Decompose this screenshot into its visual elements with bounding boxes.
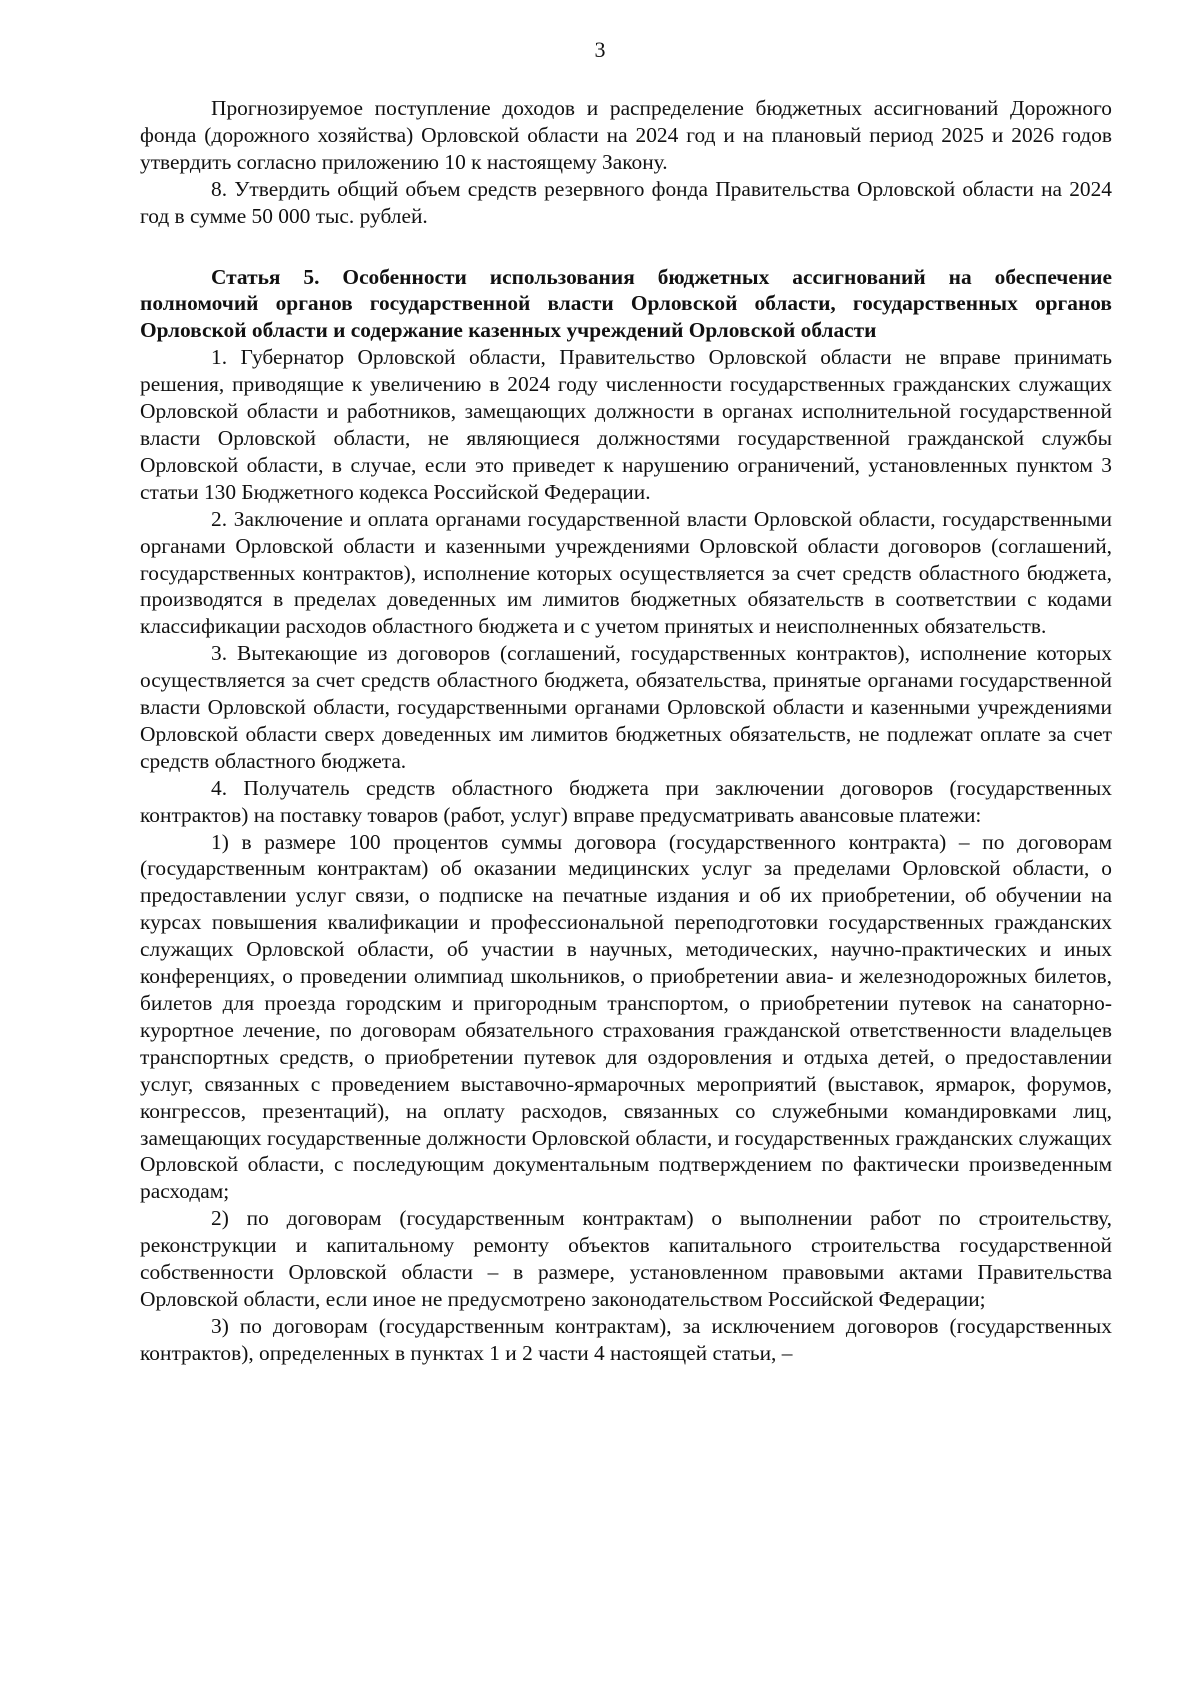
paragraph-item-8: 8. Утвердить общий объем средств резервного фонда Правительства Орловской области на 2024 год в сумме 50 000 тыс. рублей. (140, 176, 1112, 228)
paragraph-dorozhny-fond: Прогнозируемое поступление доходов и распределение бюджетных ассигнований Дорожного фонда (дорожного хозяйства) Орловской области на 2024 год и на плановый период 2025 и 2026 годов утвердить согласно приложению 10 к настоящему Закону. (140, 96, 1112, 174)
article-5-item-2: 2. Заключение и оплата органами государственной власти Орловской области, государственными органами Орловской области и казенными учреждениями Орловской области договоров (соглашений, государственных контрактов), исполнение которых осуществляется за счет средств областного бюджета, производятся в пределах доведенных им лимитов бюджетных обязательств в соответствии с кодами классификации расходов областного бюджета и с учетом принятых и неисполненных обязательств. (140, 506, 1112, 639)
article-5-item-1: 1. Губернатор Орловской области, Правительство Орловской области не вправе принимать решения, приводящие к увеличению в 2024 году численности государственных гражданских служащих Орловской области и работников, замещающих должности в органах исполнительной государственной власти Орловской области, не являющиеся должностями государственной гражданской службы Орловской области, в случае, если это приведет к нарушению ограничений, установленных пунктом 3 статьи 130 Бюджетного кодекса Российской Федерации. (140, 345, 1112, 504)
article-5-item-4-subitem-3: 3) по договорам (государственным контрактам), за исключением договоров (государственных контрактов), определенных в пунктах 1 и 2 части 4 настоящей статьи, – (140, 1313, 1112, 1365)
article-5-heading: Статья 5. Особенности использования бюджетных ассигнований на обеспечение полномочий органов государственной власти Орловской области, государственных органов Орловской области и содержание казенных учреждений Орловской области (140, 264, 1112, 343)
article-5-item-4-subitem-1: 1) в размере 100 процентов суммы договора (государственного контракта) – по договорам (государственным контрактам) об оказании медицинских услуг за пределами Орловской области, о предоставлении услуг связи, о подписке на печатные издания и об их приобретении, об обучении на курсах повышения квалификации и профессиональной переподготовки государственных гражданских служащих Орловской области, об участии в научных, методических, научно-практических и иных конференциях, о проведении олимпиад школьников, о приобретении авиа- и железнодорожных билетов, билетов для проезда городским и пригородным транспортом, о приобретении путевок на санаторно-курортное лечение, по договорам обязательного страхования гражданской ответственности владельцев транспортных средств, о приобретении путевок для оздоровления и отдыха детей, о предоставлении услуг, связанных с проведением выставочно-ярмарочных мероприятий (выставок, ярмарок, форумов, конгрессов, презентаций), на оплату расходов, связанных со служебными командировками лиц, замещающих государственные должности Орловской области, и государственных гражданских служащих Орловской области, с последующим документальным подтверждением по фактически произведенным расходам; (140, 829, 1112, 1204)
document-body (140, 95, 1112, 1367)
article-5-item-3: 3. Вытекающие из договоров (соглашений, государственных контрактов), исполнение которых осуществляется за счет средств областного бюджета, обязательства, принятые органами государственной власти Орловской области, государственными органами Орловской области и казенными учреждениями Орловской области сверх доведенных им лимитов бюджетных обязательств, не подлежат оплате за счет средств областного бюджета. (140, 641, 1112, 773)
page-number: 3 (594, 37, 606, 62)
article-5-item-4-subitem-2: 2) по договорам (государственным контрактам) о выполнении работ по строительству, реконструкции и капитальному ремонту объектов капитального строительства государственной собственности Орловской области – в размере, установленном правовыми актами Правительства Орловской области, если иное не предусмотрено законодательством Российской Федерации; (140, 1206, 1112, 1311)
article-5-item-4: 4. Получатель средств областного бюджета при заключении договоров (государственных контрактов) на поставку товаров (работ, услуг) вправе предусматривать авансовые платежи: (140, 775, 1112, 827)
